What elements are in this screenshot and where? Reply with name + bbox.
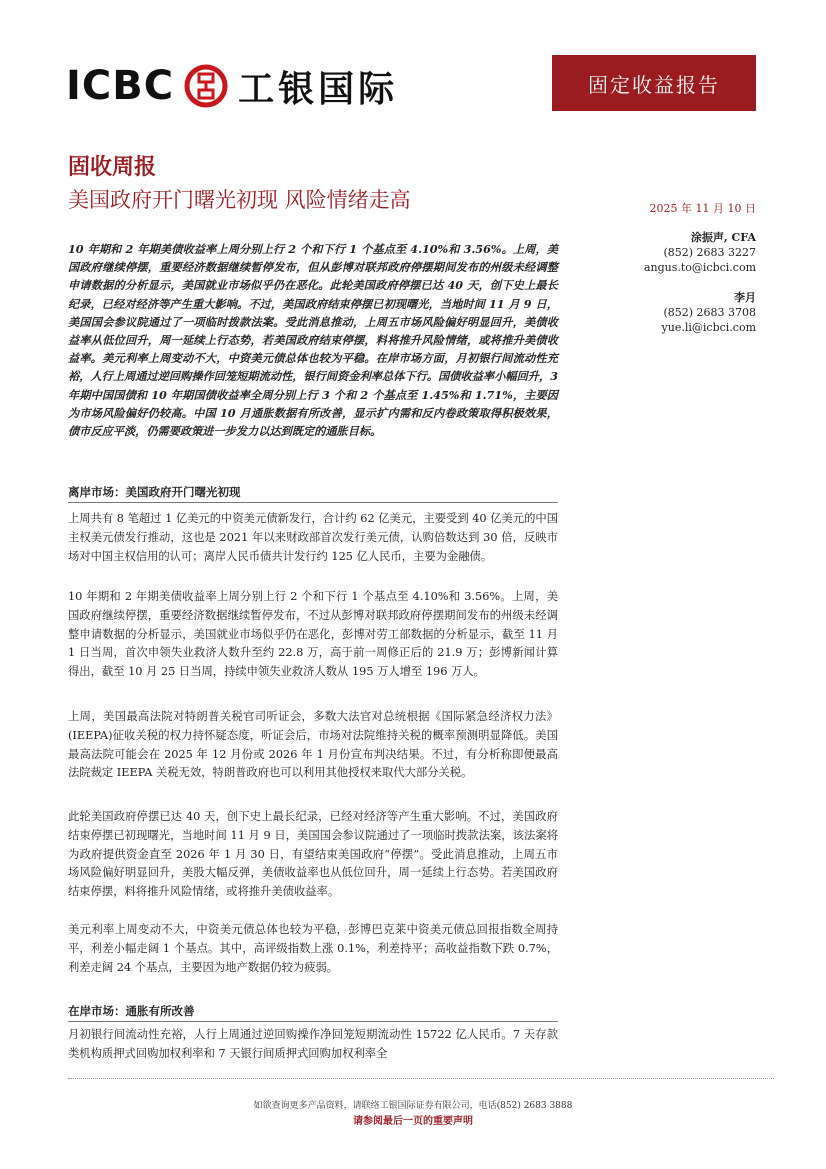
logo-chinese-name: 工银国际 [238, 68, 399, 110]
logo-text: ICBC [66, 63, 175, 109]
icbc-emblem-icon [184, 64, 228, 108]
body-paragraph: 此轮美国政府停摆已达 40 天，创下史上最长纪录，已经对经济等产生重大影响。不过，美国政府结束停摆已初现曙光，当地时间 11 月 9 日，美国国会参议院通过了一项临时拨款法案，该法案将为政府提供资金直至 2026 年 1 月 30 日，有望结束美国政府“停摆”。受此消息推动，上周五市场风险偏好明显回升，美股大幅反弹，美债收益率也从低位回升，周一延续上行态势。若美国政府结束停摆，料将推升风险情绪，或将推升美债收益率。 [68, 810, 558, 899]
footer-contact: 如欲查询更多产品资料，请联络工银国际证券有限公司，电话(852) 2683 3888 [253, 1101, 573, 1111]
body-paragraph: 上周，美国最高法院对特朗普关税官司听证会，多数大法官对总统根据《国际紧急经济权力法》(IEEPA)征收关税的权力持怀疑态度，听证会后，市场对法院维持关税的概率预测明显降低。美国最高法院可能会在 2025 年 12 月份或 2026 年 1 月份宣布判决结果。不过，有分析称即便最高法院裁定 IEEPA 关税无效，特朗普政府也可以利用其他授权来取代大部分关税。 [68, 710, 558, 780]
analyst-name: 涂振声, CFA [690, 231, 756, 244]
section-divider [68, 502, 558, 503]
summary-paragraph: 10 年期和 2 年期美债收益率上周分别上行 2 个和下行 1 个基点至 4.10%和 3.56%。上周，美国政府继续停摆，重要经济数据继续暂停发布，但从彭博对联邦政府停摆期间发布的州级未经调整申请数据的分析显示，美国就业市场似乎仍在恶化。此轮美国政府停摆已达 40 天，创下史上最长纪录，已经对经济等产生重大影响。不过，美国政府结束停摆已初现曙光，当地时间 11 月 9 日，美国国会参议院通过了一项临时拨款法案。受此消息推动，上周五市场风险偏好明显回升，美债收益率从低位回升，周一延续上行态势，若美国政府结束停摆，料将推升风险情绪，或将推升美债收益率。美元利率上周变动不大，中资美元债总体也较为平稳。在岸市场方面，月初银行间流动性充裕，人行上周通过逆回购操作回笼短期流动性，银行间资金利率总体下行。国债收益率小幅回升，3 年期中国国债和 10 年期国债收益率全周分别上行 3 个和 2 个基点至 1.45%和 1.71%，主要因为市场风险偏好仍较高。中国 10 月通胀数据有所改善，显示扩内需和反内卷政策取得积极效果，债市反应平淡，仍需要政策进一步发力以达到既定的通胀目标。 [68, 242, 558, 439]
analyst-phone: (852) 2683 3708 [663, 306, 756, 319]
page-title: 固收周报 [68, 155, 157, 180]
body-paragraph: 10 年期和 2 年期美债收益率上周分别上行 2 个和下行 1 个基点至 4.10%和 3.56%。上周，美国政府继续停摆，重要经济数据继续暂停发布，不过从彭博对联邦政府停摆期间发布的州级未经调整申请数据的分析显示，美国就业市场似乎仍在恶化，彭博对劳工部数据的分析显示，截至 11 月 1 日当周，首次申领失业救济人数升至约 22.8 万，高于前一周修正后的 21.9 万；彭博新闻计算得出，截至 10 月 25 日当周，持续申领失业救济人数从 195 万人增至 196 万人。 [68, 590, 558, 679]
footer-disclaimer[interactable]: 请参阅最后一页的重要声明 [353, 1116, 473, 1127]
analyst-block [644, 230, 756, 275]
section-heading-onshore: 在岸市场：通胀有所改善 [68, 1004, 195, 1018]
analyst-block [662, 290, 756, 335]
section-heading-offshore: 离岸市场：美国政府开门曙光初现 [68, 485, 241, 499]
analyst-phone: (852) 2683 3227 [663, 246, 756, 259]
company-logo [66, 62, 398, 110]
analyst-email[interactable]: angus.to@icbci.com [643, 261, 756, 274]
body-paragraph: 上周共有 8 笔超过 1 亿美元的中资美元债新发行，合计约 62 亿美元，主要受到 40 亿美元的中国主权美元债发行推动，这也是 2021 年以来财政部首次发行美元债，认购倍数达到 30 倍，反映市场对中国主权信用的认可；离岸人民币债共计发行约 125 亿人民币，主要为金融债。 [68, 512, 558, 563]
analyst-email[interactable]: yue.li@icbci.com [661, 321, 756, 334]
report-type-badge: 固定收益报告 [552, 55, 756, 111]
body-paragraph: 美元利率上周变动不大，中资美元债总体也较为平稳，彭博巴克莱中资美元债总回报指数全周持平，利差小幅走阔 1 个基点。其中，高评级指数上涨 0.1%，利差持平；高收益指数下跌 0.7%，利差走阔 24 个基点，主要因为地产数据仍较为疲弱。 [68, 923, 558, 974]
page-subtitle: 美国政府开门曙光初现 风险情绪走高 [68, 188, 411, 212]
footer-divider [68, 1078, 774, 1079]
body-paragraph: 月初银行间流动性充裕，人行上周通过逆回购操作净回笼短期流动性 15722 亿人民币。7 天存款类机构质押式回购加权利率和 7 天银行间质押式回购加权利率全 [68, 1028, 558, 1060]
report-date: 2025 年 11 月 10 日 [649, 202, 756, 215]
section-divider [68, 1021, 558, 1022]
analyst-name: 李月 [734, 291, 756, 304]
